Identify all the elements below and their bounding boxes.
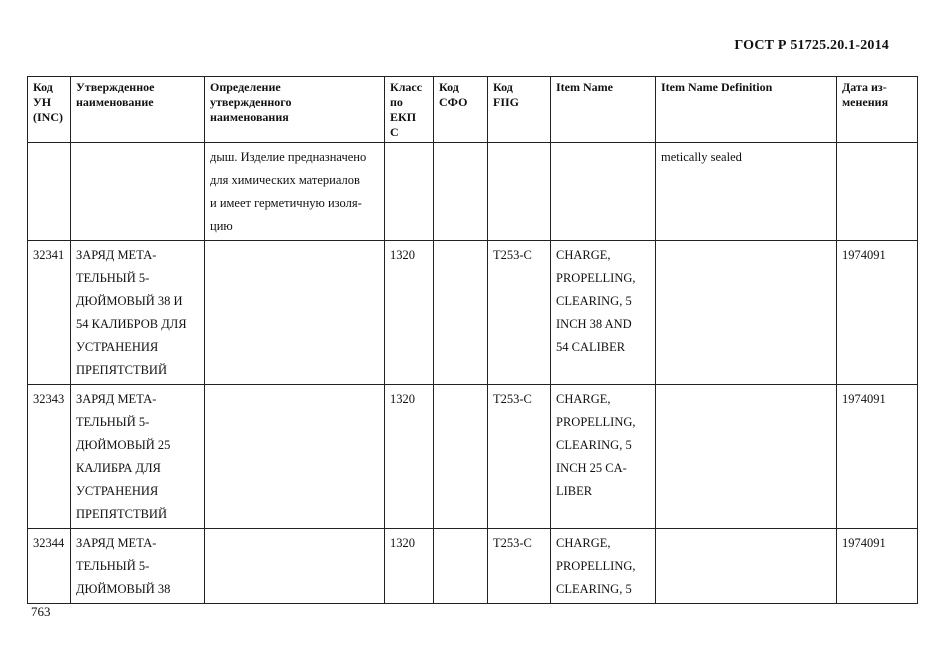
cell-approved-name: ЗАРЯД МЕТА- ТЕЛЬНЫЙ 5- ДЮЙМОВЫЙ 25 КАЛИБРА ДЛЯ УСТРАНЕНИЯ ПРЕПЯТСТВИЙ	[71, 385, 205, 529]
header-inc: Код УН (INC)	[28, 77, 71, 143]
header-item-name-definition: Item Name Definition	[656, 77, 837, 143]
header-item-name: Item Name	[551, 77, 656, 143]
cell-definition	[205, 241, 385, 385]
cell-approved-name: ЗАРЯД МЕТА- ТЕЛЬНЫЙ 5- ДЮЙМОВЫЙ 38	[71, 529, 205, 604]
cell-item-name-definition: metically sealed	[656, 143, 837, 241]
cell-sfo-code	[434, 241, 488, 385]
header-change-date: Дата из- менения	[837, 77, 918, 143]
document-title: ГОСТ Р 51725.20.1-2014	[734, 38, 889, 53]
table-row-continuation	[28, 143, 918, 241]
header-fiig-code: Код FIIG	[488, 77, 551, 143]
header-approved-name: Утвержденное наименование	[71, 77, 205, 143]
cell-item-name	[551, 143, 656, 241]
cell-item-name-definition	[656, 241, 837, 385]
cell-definition	[205, 385, 385, 529]
page-number: 763	[31, 604, 51, 619]
table-row	[28, 241, 918, 385]
cell-sfo-code	[434, 143, 488, 241]
cell-ekps-class	[385, 143, 434, 241]
cell-inc	[28, 143, 71, 241]
cell-fiig-code: T253-C	[488, 241, 551, 385]
cell-approved-name: ЗАРЯД МЕТА- ТЕЛЬНЫЙ 5- ДЮЙМОВЫЙ 38 И 54 КАЛИБРОВ ДЛЯ УСТРАНЕНИЯ ПРЕПЯТСТВИЙ	[71, 241, 205, 385]
cell-definition	[205, 529, 385, 604]
cell-change-date: 1974091	[837, 241, 918, 385]
cell-inc: 32343	[28, 385, 71, 529]
cell-inc: 32344	[28, 529, 71, 604]
cell-item-name-definition	[656, 385, 837, 529]
header-definition: Определение утвержденного наименования	[205, 77, 385, 143]
cell-change-date: 1974091	[837, 529, 918, 604]
cell-fiig-code: T253-C	[488, 385, 551, 529]
header-ekps-class: Класс по ЕКП С	[385, 77, 434, 143]
table-header-row	[28, 77, 918, 143]
table-row	[28, 529, 918, 604]
cell-approved-name	[71, 143, 205, 241]
cell-fiig-code	[488, 143, 551, 241]
nomenclature-table	[27, 76, 918, 604]
table-row	[28, 385, 918, 529]
cell-change-date	[837, 143, 918, 241]
cell-change-date: 1974091	[837, 385, 918, 529]
cell-ekps-class: 1320	[385, 241, 434, 385]
cell-fiig-code: T253-C	[488, 529, 551, 604]
cell-sfo-code	[434, 529, 488, 604]
cell-item-name: CHARGE, PROPELLING, CLEARING, 5	[551, 529, 656, 604]
header-sfo-code: Код СФО	[434, 77, 488, 143]
cell-item-name: CHARGE, PROPELLING, CLEARING, 5 INCH 38 AND 54 CALIBER	[551, 241, 656, 385]
cell-item-name-definition	[656, 529, 837, 604]
cell-sfo-code	[434, 385, 488, 529]
cell-ekps-class: 1320	[385, 385, 434, 529]
cell-inc: 32341	[28, 241, 71, 385]
cell-item-name: CHARGE, PROPELLING, CLEARING, 5 INCH 25 CA- LIBER	[551, 385, 656, 529]
cell-definition: дыш. Изделие предназначено для химических материалов и имеет герметичную изоля- цию	[205, 143, 385, 241]
cell-ekps-class: 1320	[385, 529, 434, 604]
